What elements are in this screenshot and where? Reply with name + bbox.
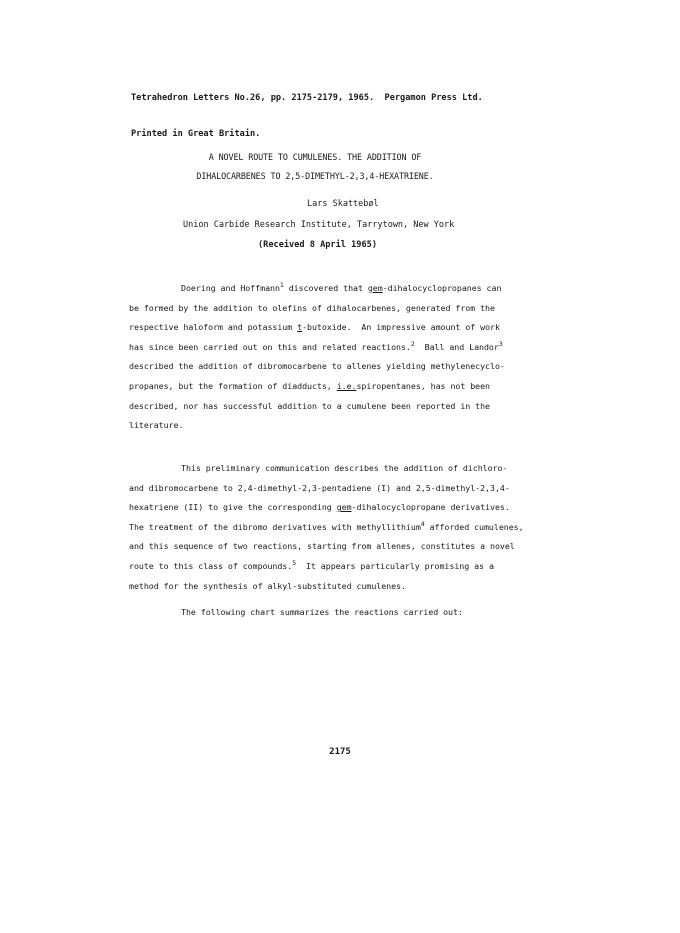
article-title-line-1: A NOVEL ROUTE TO CUMULENES. THE ADDITION OF: [208, 152, 422, 162]
text-line: has since been carried out on this and related reactions.$^2$ Ball and Landor$^3$: [129, 339, 503, 352]
text-line: hexatriene (II) to give the corresponding gem-dihalocyclopropane derivatives.: [129, 502, 510, 513]
text-line: be formed by the addition to olefins of dihalocarbenes, generated from the: [129, 302, 495, 313]
author-affiliation: Union Carbide Research Institute, Tarrytown, New York: [183, 220, 455, 230]
text-line: and this sequence of two reactions, starting from allenes, constitutes a novel: [129, 541, 515, 552]
text-line: described, nor has successful addition to a cumulene been reported in the: [129, 400, 490, 411]
text-line: route to this class of compounds.$^5$ It appears particularly promising as a: [129, 558, 494, 571]
reference-superscript: 1: [279, 281, 284, 289]
page-number: 2175: [329, 747, 351, 757]
received-date: (Received 8 April 1965): [258, 240, 377, 250]
text-line: The following chart summarizes the reactions carried out:: [181, 607, 463, 617]
text-line: Doering and Hoffmann$^1$ discovered that gem-dihalocyclopropanes can: [181, 281, 502, 293]
text-line: The treatment of the dibromo derivatives with methyllithium$^4$ afforded cumulenes,: [129, 519, 524, 532]
journal-citation: Tetrahedron Letters No.26, pp. 2175-2179, 1965. Pergamon Press Ltd.: [131, 93, 483, 103]
reference-superscript: 3: [498, 339, 503, 348]
text-line: literature.: [129, 420, 184, 431]
paragraph-3: [129, 603, 559, 623]
text-line: described the addition of dibromocarbene to allenes yielding methylenecyclo-: [129, 361, 505, 372]
paragraph-2: [129, 459, 559, 596]
paragraph-1: [129, 279, 559, 436]
text-line: propanes, but the formation of diadducts, i.e.spiropentanes, has not been: [129, 380, 491, 391]
author-name: Lars Skattebøl: [307, 199, 379, 209]
article-title-line-2: DIHALOCARBENES TO 2,5-DIMETHYL-2,3,4-HEXATRIENE.: [196, 171, 434, 181]
reference-superscript: 5: [292, 558, 297, 567]
reference-superscript: 4: [420, 519, 425, 528]
reference-superscript: 2: [410, 339, 415, 348]
text-line: and dibromocarbene to 2,4-dimethyl-2,3-pentadiene (I) and 2,5-dimethyl-2,3,4-: [129, 482, 510, 493]
printed-in: Printed in Great Britain.: [131, 129, 261, 139]
text-line: This preliminary communication describes the addition of dichloro-: [181, 463, 508, 473]
text-line: respective haloform and potassium t-butoxide. An impressive amount of work: [129, 322, 500, 333]
text-line: method for the synthesis of alkyl-substituted cumulenes.: [129, 580, 406, 591]
